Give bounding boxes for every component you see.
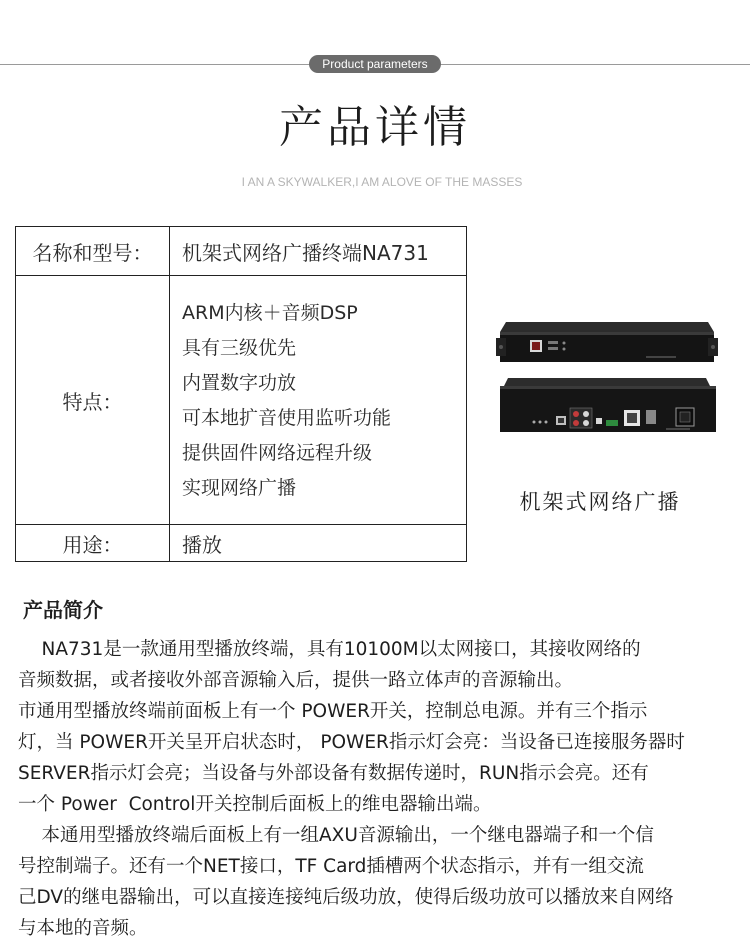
device-rear-unit bbox=[500, 378, 716, 432]
feature-item: 具有三级优先 bbox=[182, 337, 297, 359]
paragraph-line: SERVER指示灯会亮；当设备与外部设备有数据传递时，RUN指示会亮。还有 bbox=[18, 763, 649, 784]
usage-value: 播放 bbox=[170, 525, 467, 562]
paragraph-line: 音频数据，或者接收外部音源输入后，提供一路立体声的音源输出。 bbox=[18, 670, 574, 691]
paragraph-line: 己DV的继电器输出，可以直接连接纯后级功放，使得后级功放可以播放来自网络 bbox=[18, 887, 674, 908]
paragraph-line: 市通用型播放终端前面板上有一个 POWER开关，控制总电源。并有三个指示 bbox=[18, 701, 648, 722]
paragraph-line: 一个 Power Control开关控制后面板上的维电器输出端。 bbox=[18, 794, 492, 815]
spec-row-features bbox=[16, 276, 467, 525]
intro-paragraph-1 bbox=[18, 634, 748, 820]
intro-title: 产品简介 bbox=[23, 598, 103, 622]
spec-row-usage bbox=[16, 525, 467, 562]
name-label: 名称和型号： bbox=[16, 227, 170, 276]
usage-label: 用途： bbox=[16, 525, 170, 562]
feature-item: 内置数字功放 bbox=[182, 372, 297, 394]
feature-item: 可本地扩音使用监听功能 bbox=[182, 407, 392, 429]
name-value: 机架式网络广播终端NA731 bbox=[170, 227, 467, 276]
spec-row-name bbox=[16, 227, 467, 276]
product-device-image bbox=[496, 318, 718, 436]
paragraph-line: 本通用型播放终端后面板上有一组AXU音源输出，一个继电器端子和一个信 bbox=[18, 825, 654, 846]
paragraph-line: NA731是一款通用型播放终端，具有10100M以太网接口，其接收网络的 bbox=[18, 639, 641, 660]
intro-paragraph-2 bbox=[18, 820, 748, 944]
features-list bbox=[170, 276, 466, 504]
paragraph-line: 号控制端子。还有一个NET接口，TF Card插槽两个状态指示，并有一组交流 bbox=[18, 856, 644, 877]
section-pill: Product parameters bbox=[309, 55, 441, 73]
spec-table bbox=[15, 226, 467, 562]
device-front-unit bbox=[496, 322, 718, 362]
feature-item: 提供固件网络远程升级 bbox=[182, 442, 373, 464]
feature-item: ARM内核＋音频DSP bbox=[182, 302, 358, 324]
device-caption: 机架式网络广播 bbox=[519, 490, 681, 514]
page-subtitle: I AN A SKYWALKER,I AM ALOVE OF THE MASSES bbox=[241, 175, 523, 189]
feature-item: 实现网络广播 bbox=[182, 477, 297, 499]
page-title: 产品详情 bbox=[279, 102, 471, 153]
paragraph-line: 灯，当 POWER开关呈开启状态时， POWER指示灯会亮：当设备已连接服务器时 bbox=[18, 732, 685, 753]
paragraph-line: 与本地的音频。 bbox=[18, 918, 148, 939]
features-cell bbox=[170, 276, 467, 525]
features-label: 特点： bbox=[16, 276, 170, 525]
